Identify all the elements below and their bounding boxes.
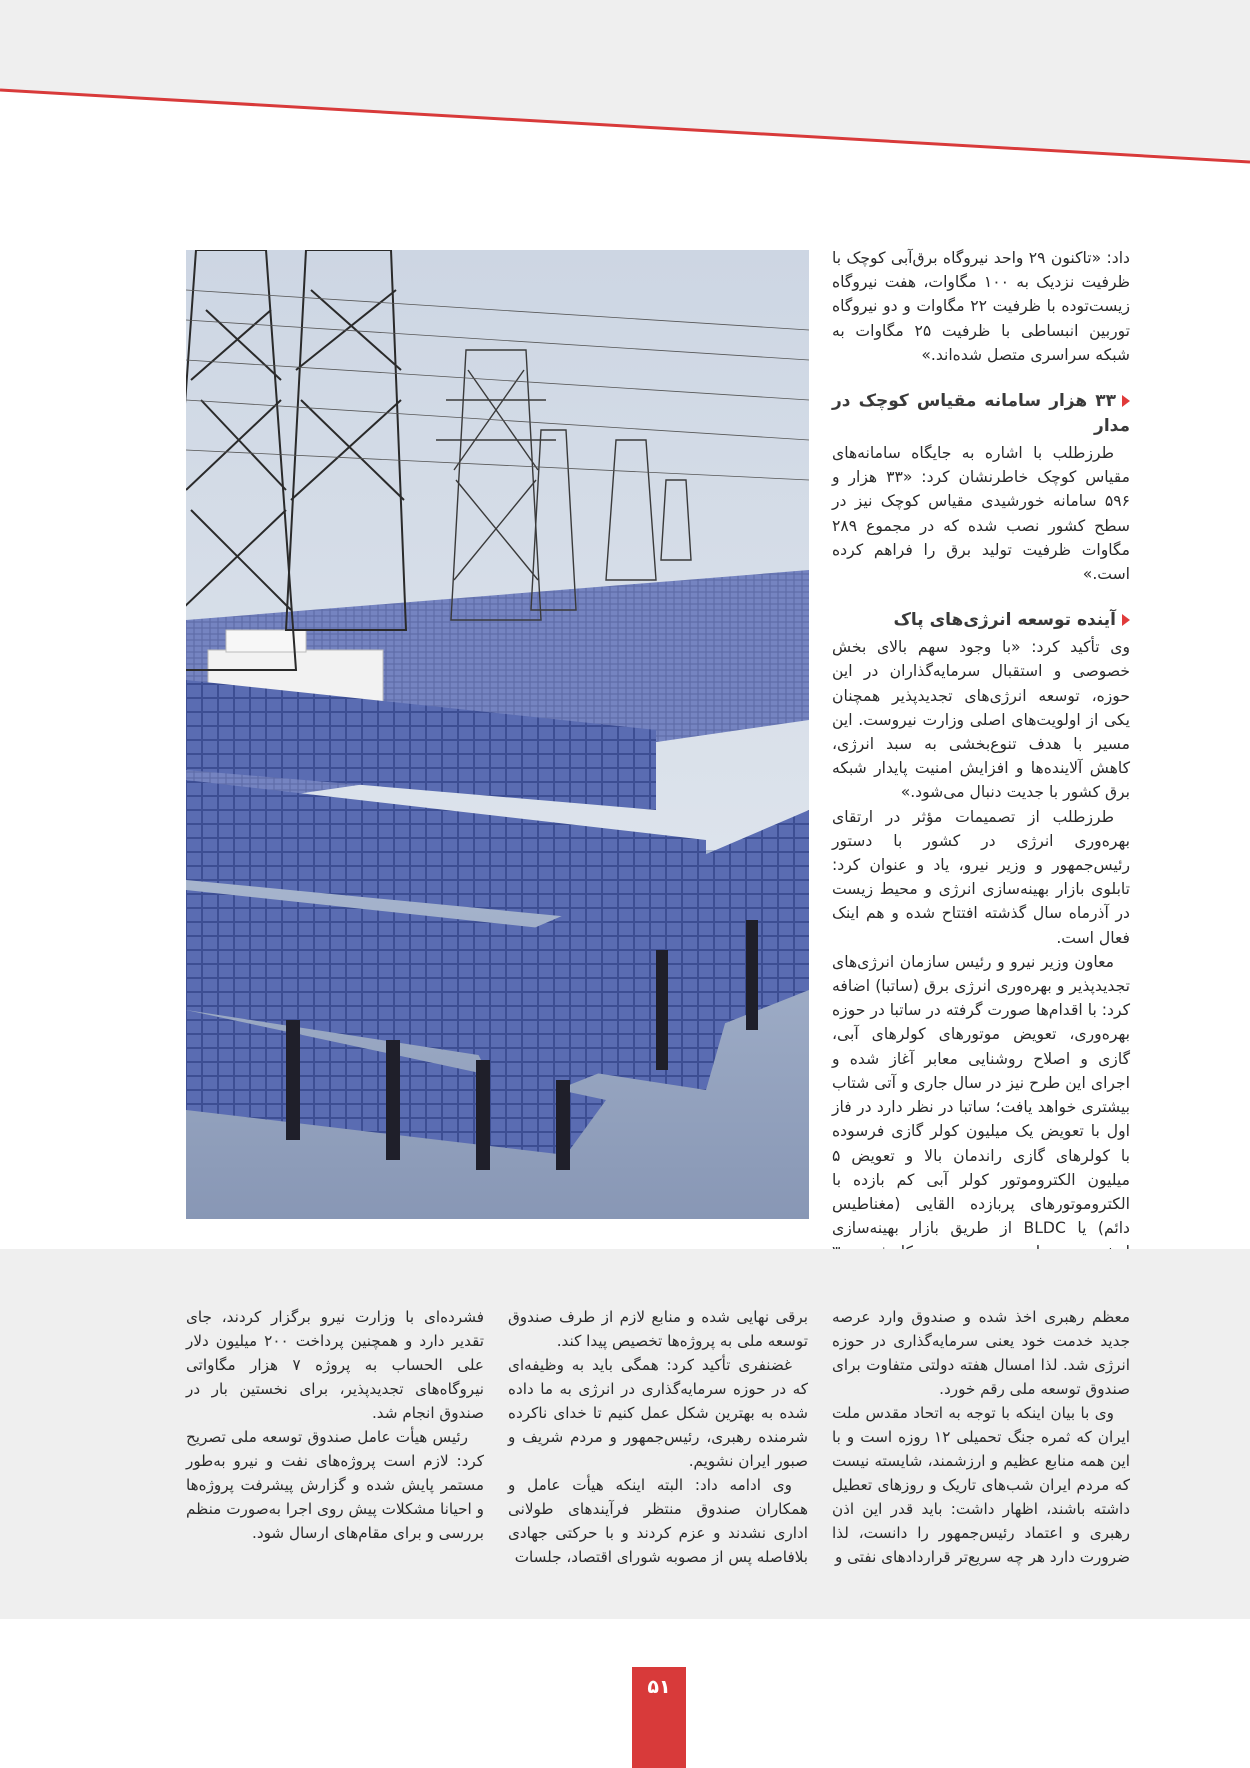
paragraph: وی با بیان اینکه با توجه به اتحاد مقدس ملت ایران که ثمره جنگ تحمیلی ۱۲ روزه است و با این همه منابع عظیم و ارزشمند، شایسته نیست که مردم ایران شب‌های تاریک و روزهای تعطیل داشته باشند، اظهار داشت: باید قدر این اذن رهبری و اعتماد رئیس‌جمهور را دانست، لذا ضرورت دارد هر چه سریع‌تر قراردادهای نفتی و xyxy=(832,1404,1130,1566)
section-heading xyxy=(832,608,1130,633)
paragraph: معاون وزیر نیرو و رئیس سازمان انرژی‌های تجدیدپذیر و بهره‌وری انرژی برق (ساتبا) اضافه کرد: با اقدام‌ها صورت گرفته در ساتبا در حوزه بهره‌وری، تعویض موتورهای کولرهای آبی، گازی و اصلاح روشنایی معابر آغاز شده و اجرای این طرح نیز در سال جاری و آتی شتاب بیشتری خواهد یافت؛ ساتبا در نظر دارد در فاز اول با تعویض یک میلیون کولر گازی فرسوده با کولرهای گازی راندمان بالا و تعویض ۵ میلیون الکتروموتور کولر آبی کم بازده با الکتروموتورهای پربازده القایی (مغناطیس دائم) یا BLDC از طریق بازار بهینه‌سازی xyxy=(832,952,1130,1238)
section-heading-text: آینده توسعه انرژی‌های پاک xyxy=(893,610,1116,631)
page-number: ۵۱ xyxy=(632,1667,686,1768)
paragraph: غضنفری تأکید کرد: همگی باید به وظیفه‌ای که در حوزه سرمایه‌گذاری در انرژی به ما داده شده به بهترین شکل عمل کنیم تا خدای ناکرده شرمنده رهبری، رئیس‌جمهور و مردم شریف و صبور ایران نشویم. xyxy=(508,1356,808,1470)
paragraph: وی تأکید کرد: «با وجود سهم بالای بخش خصوصی و استقبال سرمایه‌گذاران در این حوزه، توسعه انرژی‌های تجدیدپذیر همچنان یکی از اولویت‌های اصلی وزارت نیروست. این مسیر با هدف تنوع‌بخشی به سبد انرژی، کاهش آلاینده‌ها و افزایش امنیت پایدار شبکه برق کشور با جدیت دنبال می‌شود.» xyxy=(832,638,1130,802)
paragraph: فشرده‌ای با وزارت نیرو برگزار کردند، جای تقدیر دارد و همچنین پرداخت ۲۰۰ میلیون دلار علی الحساب به پروژه ۷ هزار مگاواتی نیروگاه‌های تجدیدپذیر، برای نخستین بار در صندوق انجام شد. xyxy=(186,1308,484,1422)
bottom-column-right xyxy=(832,1305,1130,1569)
paragraph: وی ادامه داد: البته اینکه هیأت عامل و همکاران صندوق منتظر فرآیندهای طولانی اداری نشدند و عزم کردند و با حرکتی جهادی بلافاصله پس از مصوبه شورای اقتصاد، جلسات xyxy=(508,1476,808,1566)
solar-farm-photo xyxy=(186,250,809,1219)
section-heading xyxy=(832,389,1130,439)
red-arrow-icon xyxy=(1122,395,1130,407)
paragraph: داد: «تاکنون ۲۹ واحد نیروگاه برق‌آبی کوچک با ظرفیت نزدیک به ۱۰۰ مگاوات، هفت نیروگاه زیست‌توده با ظرفیت ۲۲ مگاوات و دو نیروگاه توربین انبساطی با ظرفیت ۲۵ مگاوات به شبکه سراسری متصل شده‌اند.» xyxy=(832,249,1131,364)
right-article-column xyxy=(832,246,1130,1313)
paragraph: معظم رهبری اخذ شده و صندوق وارد عرصه جدید خدمت خود یعنی سرمایه‌گذاری در حوزه انرژی شد. لذا امسال هفته دولتی متفاوت برای صندوق توسعه ملی رقم خورد. xyxy=(832,1308,1130,1398)
bottom-column-left xyxy=(186,1305,484,1545)
paragraph: طرزطلب از تصمیمات مؤثر در ارتقای بهره‌وری انرژی در کشور با دستور رئیس‌جمهور و وزیر نیرو، یاد و عنوان کرد: تابلوی بازار بهینه‌سازی انرژی و محیط زیست در آذرماه سال گذشته افتتاح شده و هم اینک فعال است. xyxy=(832,807,1130,947)
paragraph: رئیس هیأت عامل صندوق توسعه ملی تصریح کرد: لازم است پروژه‌های نفت و نیرو به‌طور مستمر پایش شده و گزارش پیشرفت پروژه‌ها و احیانا مشکلات پیش روی اجرا به‌صورت منظم بررسی و برای مقام‌های ارسال شود. xyxy=(186,1428,484,1542)
bottom-column-middle xyxy=(508,1305,808,1569)
paragraph: طرزطلب با اشاره به جایگاه سامانه‌های مقیاس کوچک خاطرنشان کرد: «۳۳ هزار و ۵۹۶ سامانه خورشیدی مقیاس کوچک نیز در سطح کشور نصب شده که در مجموع ۲۸۹ مگاوات ظرفیت تولید برق را فراهم کرده است.» xyxy=(832,444,1130,584)
red-arrow-icon xyxy=(1122,614,1130,626)
paragraph: برقی نهایی شده و منابع لازم از طرف صندوق توسعه ملی به پروژه‌ها تخصیص پیدا کند. xyxy=(508,1308,808,1350)
section-heading-text: ۳۳ هزار سامانه مقیاس کوچک در مدار xyxy=(832,391,1130,437)
top-decor-band xyxy=(0,0,1250,170)
